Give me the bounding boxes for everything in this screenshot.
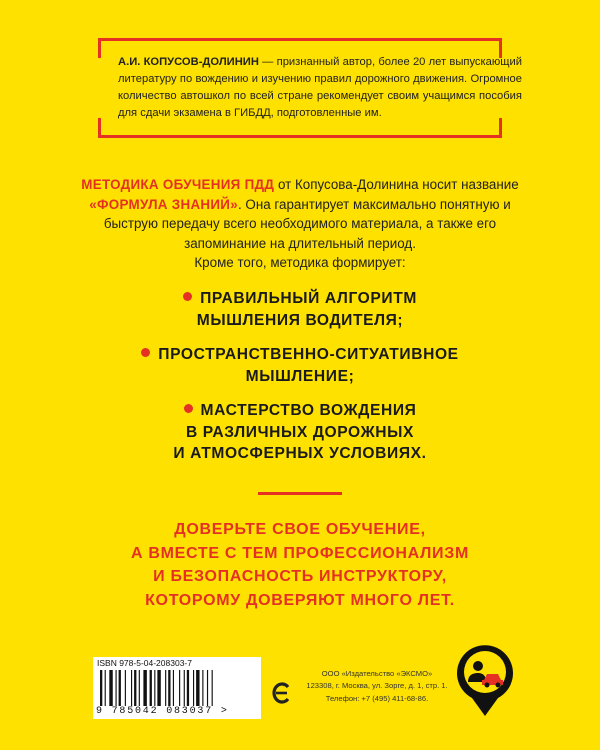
barcode-stripe — [100, 670, 102, 706]
publisher-address: 123308, г. Москва, ул. Зорге, д. 1, стр. 1. — [306, 681, 448, 691]
method-intro — [80, 175, 520, 273]
list-item — [90, 288, 510, 331]
section-divider — [258, 492, 342, 495]
barcode-stripe — [179, 670, 180, 706]
top-left-bracket — [98, 38, 101, 58]
eksmo-logo-icon — [270, 680, 292, 706]
barcode-stripe — [168, 670, 170, 706]
cta-line4: КОТОРОМУ ДОВЕРЯЮТ МНОГО ЛЕТ. — [145, 591, 455, 609]
skills-list — [90, 288, 510, 478]
top-rule — [98, 38, 502, 41]
bottom-rule — [98, 135, 502, 138]
barcode-stripe — [154, 670, 155, 706]
barcode-stripe — [187, 670, 189, 706]
barcode-stripe — [119, 670, 121, 706]
list-item — [90, 344, 510, 387]
barcode-stripe — [165, 670, 166, 706]
isbn-text: ISBN 978-5-04-208303-7 — [97, 658, 192, 668]
driver-car-badge-icon — [454, 640, 516, 718]
barcode-stripe — [196, 670, 199, 706]
intro-text-c: Кроме того, методика формирует: — [194, 255, 406, 270]
bottom-left-bracket — [98, 118, 101, 138]
publisher-info — [292, 668, 462, 705]
intro-text-b: . Она гарантирует максимально понятную и быструю передачу всего необходимого материала, а также его запоминание на длительный период. — [103, 196, 511, 251]
list-item — [90, 400, 510, 465]
bullet-3-line2: В РАЗЛИЧНЫХ ДОРОЖНЫХ — [185, 423, 414, 441]
author-name: А.И. КОПУСОВ-ДОЛИНИН — [118, 56, 259, 68]
bullet-2-line1: ПРОСТРАНСТВЕННО-СИТУАТИВНОЕ — [158, 346, 459, 363]
barcode-stripe — [116, 670, 117, 706]
barcode-stripe — [207, 670, 208, 706]
red-bullet-icon — [141, 348, 150, 357]
bullet-3-line3: И АТМОСФЕРНЫХ УСЛОВИЯХ. — [173, 445, 427, 462]
cta-line2: А ВМЕСТЕ С ТЕМ ПРОФЕССИОНАЛИЗМ — [131, 544, 469, 562]
cta-line3: И БЕЗОПАСНОСТЬ ИНСТРУКТОРУ, — [153, 568, 447, 585]
call-to-action — [70, 518, 530, 612]
publisher-phone: Телефон: +7 (495) 411-68-86. — [325, 693, 429, 703]
method-title: МЕТОДИКА ОБУЧЕНИЯ ПДД — [81, 177, 275, 192]
barcode-stripe — [105, 670, 106, 706]
barcode-stripe — [134, 670, 136, 706]
red-bullet-icon — [184, 404, 193, 413]
bottom-right-bracket — [499, 118, 502, 138]
barcode-stripe — [125, 670, 126, 706]
barcode-bars — [100, 670, 250, 706]
barcode-stripe — [143, 670, 146, 706]
author-block — [118, 54, 522, 122]
bullet-2-line2: МЫШЛЕНИЕ; — [245, 367, 355, 385]
barcode-stripe — [131, 670, 132, 706]
bullet-3-line1: МАСТЕРСТВО ВОЖДЕНИЯ — [200, 402, 417, 419]
intro-text-a: от Копусова-Долинина носит название — [274, 177, 519, 192]
barcode-stripe — [150, 670, 152, 706]
red-bullet-icon — [183, 292, 192, 301]
bullet-1-line1: ПРАВИЛЬНЫЙ АЛГОРИТМ — [200, 290, 417, 307]
publisher-name: ООО «Издательство «ЭКСМО» — [321, 669, 433, 678]
bullet-1-line2: МЫШЛЕНИЯ ВОДИТЕЛЯ; — [196, 311, 404, 329]
barcode-stripe — [173, 670, 174, 706]
author-description: — признанный автор, более 20 лет выпускающий литературу по вождению и изучению правил дорожного движения. Огромное количество автошкол по всей стране рекомендует своим учащимся пособия для сдачи экзамена в ГИБДД, подготовленные им. — [118, 56, 522, 119]
barcode-stripe — [184, 670, 185, 706]
barcode-stripe — [202, 670, 203, 706]
formula-name: «ФОРМУЛА ЗНАНИЙ» — [89, 196, 238, 212]
cta-line1: ДОВЕРЬТЕ СВОЕ ОБУЧЕНИЕ, — [174, 521, 426, 538]
barcode-stripe — [193, 670, 194, 706]
barcode-stripe — [212, 670, 213, 706]
barcode-stripe — [139, 670, 140, 706]
barcode-digits: 9 785042 083037 > — [96, 706, 229, 717]
barcode-stripe — [157, 670, 160, 706]
barcode-stripe — [109, 670, 112, 706]
